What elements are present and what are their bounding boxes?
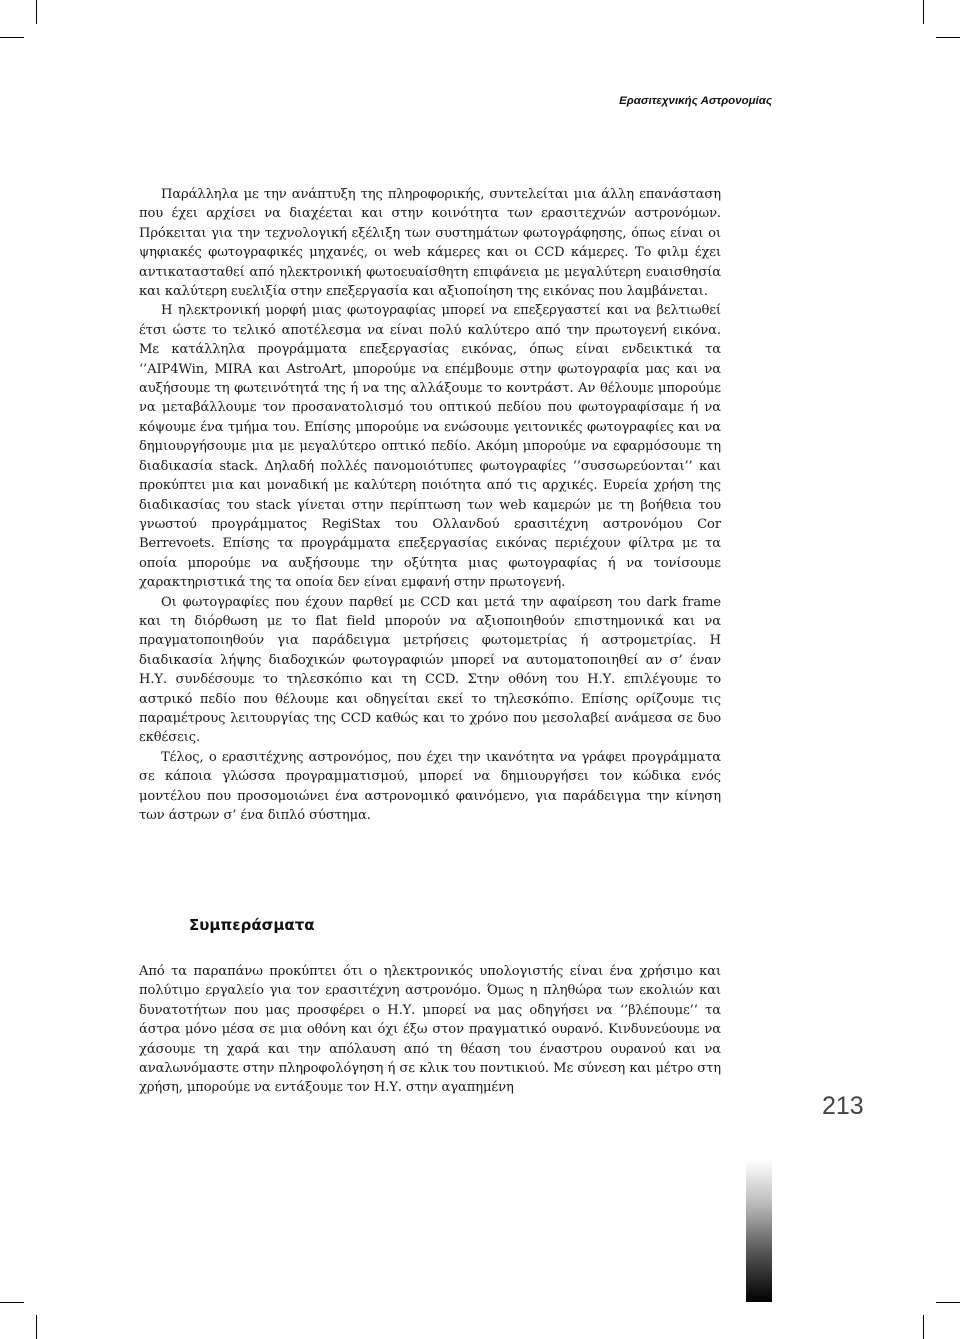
paragraph: Οι φωτογραφίες που έχουν παρθεί με CCD και μετά την αφαίρεση του dark frame και τη διόρθωση με το flat field μπορούν να αξιοποιηθούν επιστημονικά και να πραγματοποιηθούν για παράδειγμα μετρήσεις φωτομετρίας ή αστρομετρίας. Η διαδικασία λήψης διαδοχικών φωτογραφιών μπορεί να αυτοματοποιηθεί αν σ’ έναν Η.Υ. συνδέσουμε το τηλεσκόπιο και τη CCD. Στην οθόνη του Η.Υ. επιλέγουμε το αστρικό πεδίο που θέλουμε και οδηγείται εκεί το τηλεσκόπιο. Επίσης ορίζουμε τις παραμέτρους λειτουργίας της CCD καθώς και το χρόνο που μεσολαβεί ανάμεσα σε δυο εκθέσεις. <box>139 594 721 746</box>
gradient-side-bar <box>746 1160 772 1302</box>
crop-mark-top-left-vertical <box>36 0 37 24</box>
crop-mark-bottom-right-vertical <box>923 1315 924 1339</box>
conclusions-text <box>139 962 721 1098</box>
paragraph: Η ηλεκτρονική μορφή μιας φωτογραφίας μπορεί να επεξεργαστεί και να βελτιωθεί έτσι ώστε το τελικό αποτέλεσμα να είναι πολύ καλύτερο από την πρωτογενή εικόνα. Με κατάλληλα προγράμματα επεξεργασίας εικόνας, όπως είναι ενδεικτικά τα ‘’AIP4Win, MIRA και AstroArt, μπορούμε να επέμβουμε στην φωτογραφία μας και να αυξήσουμε τη φωτεινότητά της ή να της αλλάξουμε το κοντράστ. Αν θέλουμε μπορούμε να μεταβάλλουμε τον προσανατολισμό του οπτικού πεδίου που φωτογραφίσαμε ή να κόψουμε ένα τμήμα του. Επίσης μπορούμε να ενώσουμε γειτονικές φωτογραφίες και να δημιουργήσουμε μια με μεγαλύτερο οπτικό πεδίο. Ακόμη μπορούμε να εφαρμόσουμε τη διαδικασία stack. Δηλαδή πολλές πανομοιότυπες φωτογραφίες ‘’συσσωρεύονται’’ και προκύπτει μια και μοναδική με καλύτερη ποιότητα από τις αρχικές. Ευρεία χρήση της διαδικασίας του stack γίνεται στην περίπτωση των web καμερών με τη βοήθεια του γνωστού προγράμματος RegiStax του Ολλανδού ερασιτέχνη αστρονόμου Cor Berrevoets. Επίσης τα προγράμματα επεξεργασίας εικόνας περιέχουν φίλτρα με τα οποία μπορούμε να αυξήσουμε την οξύτητα μιας φωτογραφίας ή να τονίσουμε χαρακτηριστικά της τα οποία δεν είναι εμφανή στην πρωτογενή. <box>139 303 721 591</box>
crop-mark-bottom-right-horizontal <box>936 1302 960 1303</box>
page-number: 213 <box>822 1092 864 1120</box>
crop-mark-top-left-horizontal <box>0 37 24 38</box>
main-text <box>139 185 721 825</box>
crop-mark-bottom-left-horizontal <box>0 1302 24 1303</box>
running-header: Ερασιτεχνικής Αστρονομίας <box>619 95 772 107</box>
section-heading-conclusions: Συμπεράσματα <box>189 916 315 934</box>
paragraph: Από τα παραπάνω προκύπτει ότι ο ηλεκτρονικός υπολογιστής είναι ένα χρήσιμο και πολύτιμο εργαλείο για τον ερασιτέχνη αστρονόμο. Όμως η πληθώρα των εκολιών και δυνατοτήτων που μας προσφέρει ο Η.Υ. μπορεί να μας οδηγήσει να ‘’βλέπουμε’’ τα άστρα μόνο μέσα σε μια οθόνη και όχι έξω στον πραγματικό ουρανό. Κινδυνεύουμε να χάσουμε τη χαρά και την απόλαυση από τη θέαση του έναστρου ουρανού και να αναλωνόμαστε στην πληροφολόγηση ή σε κλικ του ποντικιού. Με σύνεση και μέτρο στη χρήση, μπορούμε να εντάξουμε τον Η.Υ. στην αγαπημένη <box>139 964 721 1096</box>
crop-mark-bottom-left-vertical <box>36 1315 37 1339</box>
crop-mark-top-right-vertical <box>923 0 924 24</box>
crop-mark-top-right-horizontal <box>936 37 960 38</box>
paragraph: Τέλος, ο ερασιτέχνης αστρονόμος, που έχει την ικανότητα να γράφει προγράμματα σε κάποια γλώσσα προγραμματισμού, μπορεί να δημιουργήσει τον κώδικα ενός μοντέλου που προσομοιώνει ένα αστρονομικό φαινόμενο, για παράδειγμα την κίνηση των άστρων σ’ ένα διπλό σύστημα. <box>139 749 721 823</box>
paragraph: Παράλληλα με την ανάπτυξη της πληροφορικής, συντελείται μια άλλη επανάσταση που έχει αρχίσει να διαχέεται και στην κοινότητα των ερασιτεχνών αστρονόμων. Πρόκειται για την τεχνολογική εξέλιξη των συστημάτων φωτογράφησης, όπως είναι οι ψηφιακές φωτογραφικές μηχανές, οι web κάμερες και οι CCD κάμερες. Το φιλμ έχει αντικατασταθεί από ηλεκτρονική φωτοευαίσθητη επιφάνεια με μεγαλύτερη ευαισθησία και καλύτερη ευελιξία στην επεξεργασία και αξιοποίηση της εικόνας που λαμβάνεται. <box>139 187 721 300</box>
